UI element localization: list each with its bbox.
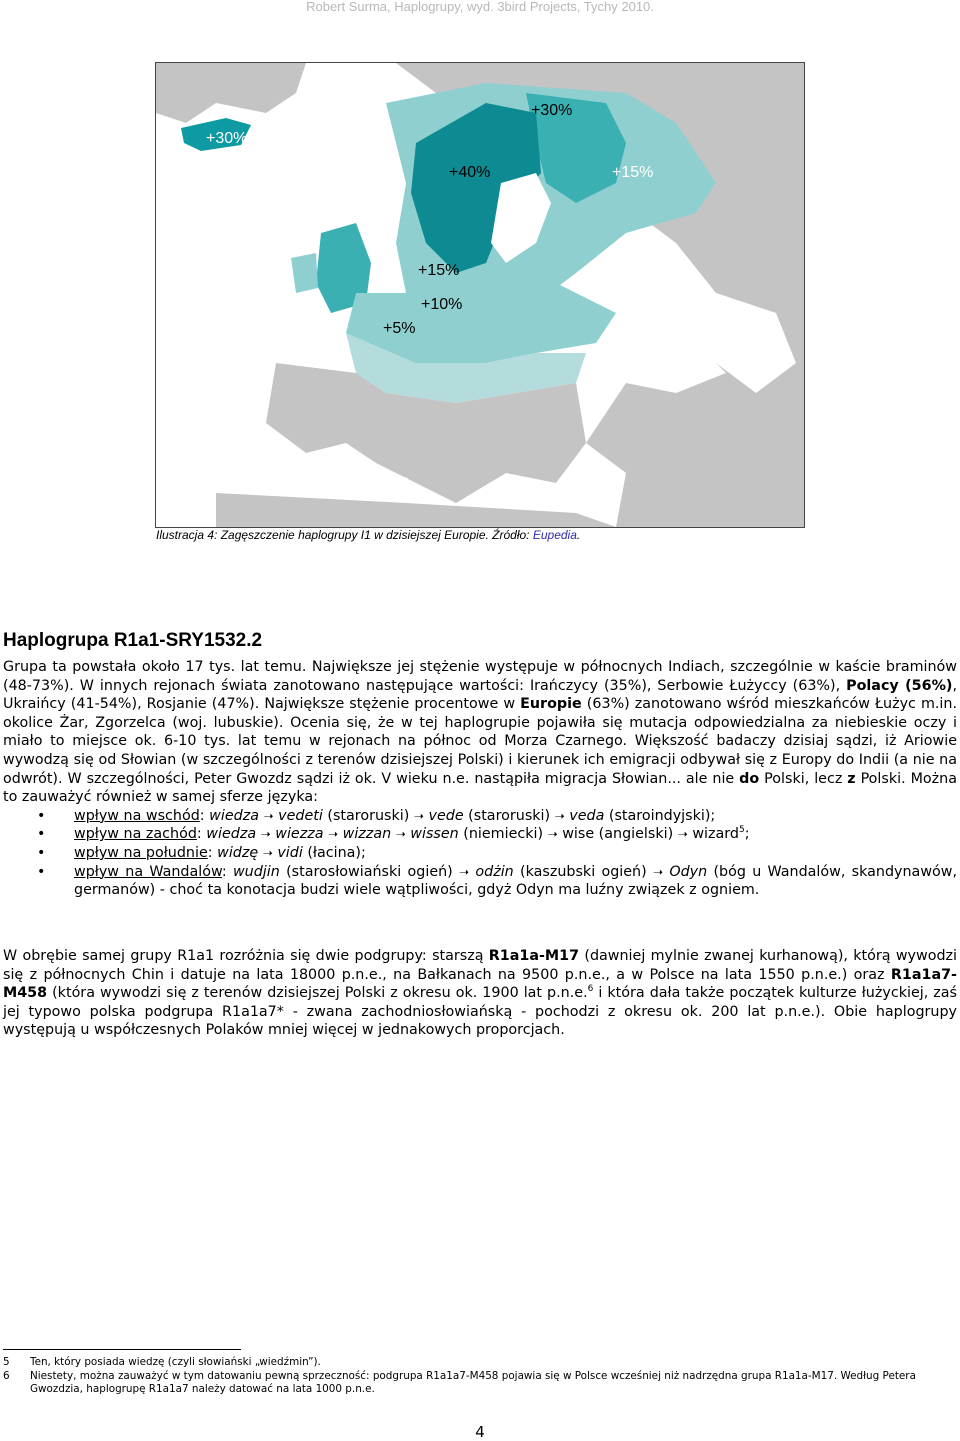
word: vidi — [277, 844, 303, 861]
footnote-6 — [3, 1370, 957, 1397]
p2-bold-m458: R1a1a7-M458 — [3, 966, 957, 1002]
footnotes — [3, 1356, 957, 1397]
bullet-label: wpływ na południe — [74, 844, 208, 861]
word: wissen — [410, 826, 459, 843]
word: widzę — [217, 844, 259, 861]
word: wizzan — [342, 826, 392, 843]
word: wiezza — [275, 826, 324, 843]
bullet-label: wpływ na Wandalów — [74, 863, 222, 880]
paragraph-main — [3, 658, 957, 900]
word-lang: (staroindyjski); — [608, 807, 716, 824]
arrow-icon: ➝ — [262, 845, 273, 860]
word: wizard — [692, 826, 739, 843]
caption-source-link[interactable]: Eupedia — [532, 528, 577, 542]
word: vedeti — [278, 807, 323, 824]
map-label-iceland: +30% — [206, 130, 248, 147]
map-label-germany: +10% — [421, 296, 463, 313]
bullet-label: wpływ na wschód — [74, 807, 200, 824]
footnote-separator — [3, 1349, 241, 1350]
figure-caption — [156, 528, 580, 542]
arrow-icon: ➝ — [263, 808, 274, 823]
caption-end: . — [576, 528, 581, 542]
haplogroup-map — [155, 62, 805, 528]
p1-text-3: (63%) zanotowano wśród mieszkańców Łużyc m.in. okolice Żar, Zgorzelca (woj. lubuskie). Ocenia się, że w tej haplogrupie pojawiła się mutacja odpowiedzialna za niebieskie oczy i miało to miejsce ok. 6-10 tys. lat temu w rejonach na północ od Morza Czarnego. Większość badaczy dzisiaj sądzi, iż Ariowie wywodzą się od Słowian (w szczególności z terenów dzisiejszej Polski) i kierunek ich emigracji odbywał się z Europy do Indii (a nie na odwrót). W szczególności, Peter Gwozdz sądzi iż ok. V wieku n.e. nastąpiła migracja Słowian... ale nie — [3, 696, 958, 787]
word-end: ; — [744, 826, 750, 843]
word-lang: (niemiecki) — [463, 826, 544, 843]
word: Odyn — [669, 863, 708, 880]
footnote-ref[interactable]: 6 — [587, 984, 594, 995]
map-label-north: +30% — [531, 102, 573, 119]
list-item-east: • wpływ na wschód: wiedza ➝ vedeti (staroruski) ➝ vede (staroruski) ➝ veda (staroindyjski); — [3, 807, 957, 826]
word: wiedza — [209, 807, 259, 824]
map-label-france: +5% — [383, 320, 416, 337]
footnote-number: 5 — [3, 1356, 10, 1368]
word-lang: (łacina); — [307, 844, 366, 861]
p2-text-2: (dawniej mylnie zwanej kurhanową), którą wywodzi się z północnych Chin i datuje na lata 18000 p.n.e., na Bałkanach na 9500 p.n.e., a w Polsce na lata 1550 p.n.e.) oraz — [3, 948, 957, 983]
p2-text-3: (która wywodzi się z terenów dzisiejszej Polski z okresu ok. 1900 lat p.n.e. — [47, 985, 588, 1002]
running-header: Robert Surma, Haplogrupy, wyd. 3bird Projects, Tychy 2010. — [306, 0, 654, 14]
arrow-icon: ➝ — [677, 827, 688, 842]
map-label-finland: +15% — [612, 164, 654, 181]
arrow-icon: ➝ — [459, 864, 470, 879]
list-item-vandals: • wpływ na Wandalów: wudjin (starosłowiański ogień) ➝ odżin (kaszubski ogień) ➝ Odyn (bóg u Wandalów, skandynawów, germanów) - choć ta konotacja budzi wiele wątpliwości, gdyż Odyn ma luźny związek z ogniem. — [3, 863, 957, 900]
p1-bold-europie: Europie — [520, 696, 582, 713]
word-lang: (starosłowiański ogień) — [286, 863, 453, 880]
p1-text-1: Grupa ta powstała około 17 tys. lat temu. Największe jej stężenie występuje w północnych Indiach, szczególnie w kaście braminów (48-73%). W innych rejonach świata zanotowano następujące wartości: Irańczycy (35%), Serbowie Łużyccy (63%), — [3, 659, 957, 694]
p1-text-5: Polski. Można to zauważyć również w samej sferze języka: — [3, 770, 958, 806]
bullet-label: wpływ na zachód — [74, 826, 197, 843]
section-heading: Haplogrupa R1a1-SRY1532.2 — [3, 630, 263, 651]
p1-bold-polacy: Polacy (56%) — [846, 677, 953, 694]
arrow-icon: ➝ — [395, 827, 406, 842]
footnote-number: 6 — [3, 1369, 10, 1382]
europe-map-svg — [156, 63, 804, 527]
p2-text-1: W obrębie samej grupy R1a1 rozróżnia się dwie podgrupy: starszą — [3, 948, 489, 964]
caption-text: Ilustracja 4: Zagęszczenie haplogrupy I1 w dzisiejszej Europie. Źródło: — [156, 528, 533, 542]
word-lang: (staroruski) — [327, 807, 410, 824]
paragraph-intro — [3, 658, 957, 807]
map-label-denmark: +15% — [418, 262, 460, 279]
paragraph-subgroups — [3, 947, 957, 1040]
word-lang: (bóg u Wandalów, skandynawów, germanów) - choć ta konotacja budzi wiele wątpliwości, gdyż Odyn ma luźny związek z ogniem. — [74, 863, 958, 899]
list-item-south: • wpływ na południe: widzę ➝ vidi (łacina); — [3, 844, 957, 863]
p1-bold-z: z — [847, 770, 856, 787]
p2-text-4: i która dała także początek kulturze łużyckiej, zaś jej typowo polska podgrupa R1a1a7* - zwana zachodniosłowiańską - pochodzi z okresu ok. 200 lat p.n.e.). Obie haplogrupy występują u współczesnych Polaków mniej więcej w jednakowych proporcjach. — [3, 985, 957, 1039]
arrow-icon: ➝ — [413, 808, 424, 823]
word: veda — [569, 807, 605, 824]
word: odżin — [475, 863, 514, 880]
footnote-text: Niestety, można zauważyć w tym datowaniu pewną sprzeczność: podgrupa R1a1a7-M458 pojawia się w Polsce wcześniej niż nadrzędna grupa R1a1a-M17. Według Petera Gwozdzia, haplogrupę R1a1a7 należy datować na lata 1000 p.n.e. — [30, 1369, 916, 1396]
arrow-icon: ➝ — [547, 827, 558, 842]
footnote-ref[interactable]: 5 — [738, 825, 745, 836]
footnote-text: Ten, który posiada wiedzę (czyli słowiański „wiedźmin”). — [30, 1356, 321, 1368]
p2-bold-m17: R1a1a-M17 — [488, 948, 580, 964]
paragraph-subgroups-text — [3, 947, 957, 1040]
page-number: 4 — [475, 1423, 485, 1441]
word: wudjin — [232, 863, 280, 880]
word-lang: (kaszubski ogień) — [520, 863, 647, 880]
map-watermark: © Eupedia.com — [313, 472, 409, 488]
p1-text-4: Polski, lecz — [759, 770, 848, 787]
footnote-5 — [3, 1356, 957, 1370]
word: vede — [428, 807, 464, 824]
word-lang: (staroruski) — [468, 807, 551, 824]
word: wiedza — [206, 826, 257, 843]
p1-text-2: , Ukraińcy (41-54%), Rosjanie (47%). Największe stężenie procentowe w — [3, 677, 957, 713]
word: wise (angielski) — [562, 826, 674, 843]
arrow-icon: ➝ — [328, 827, 339, 842]
arrow-icon: ➝ — [554, 808, 565, 823]
arrow-icon: ➝ — [260, 827, 271, 842]
language-influence-list — [3, 807, 957, 900]
p1-bold-do: do — [739, 770, 760, 787]
map-label-sweden: +40% — [449, 164, 491, 181]
arrow-icon: ➝ — [652, 864, 664, 879]
list-item-west: • wpływ na zachód: wiedza ➝ wiezza ➝ wizzan ➝ wissen (niemiecki) ➝ wise (angielski) ➝ wizard$^5$; — [3, 825, 957, 844]
